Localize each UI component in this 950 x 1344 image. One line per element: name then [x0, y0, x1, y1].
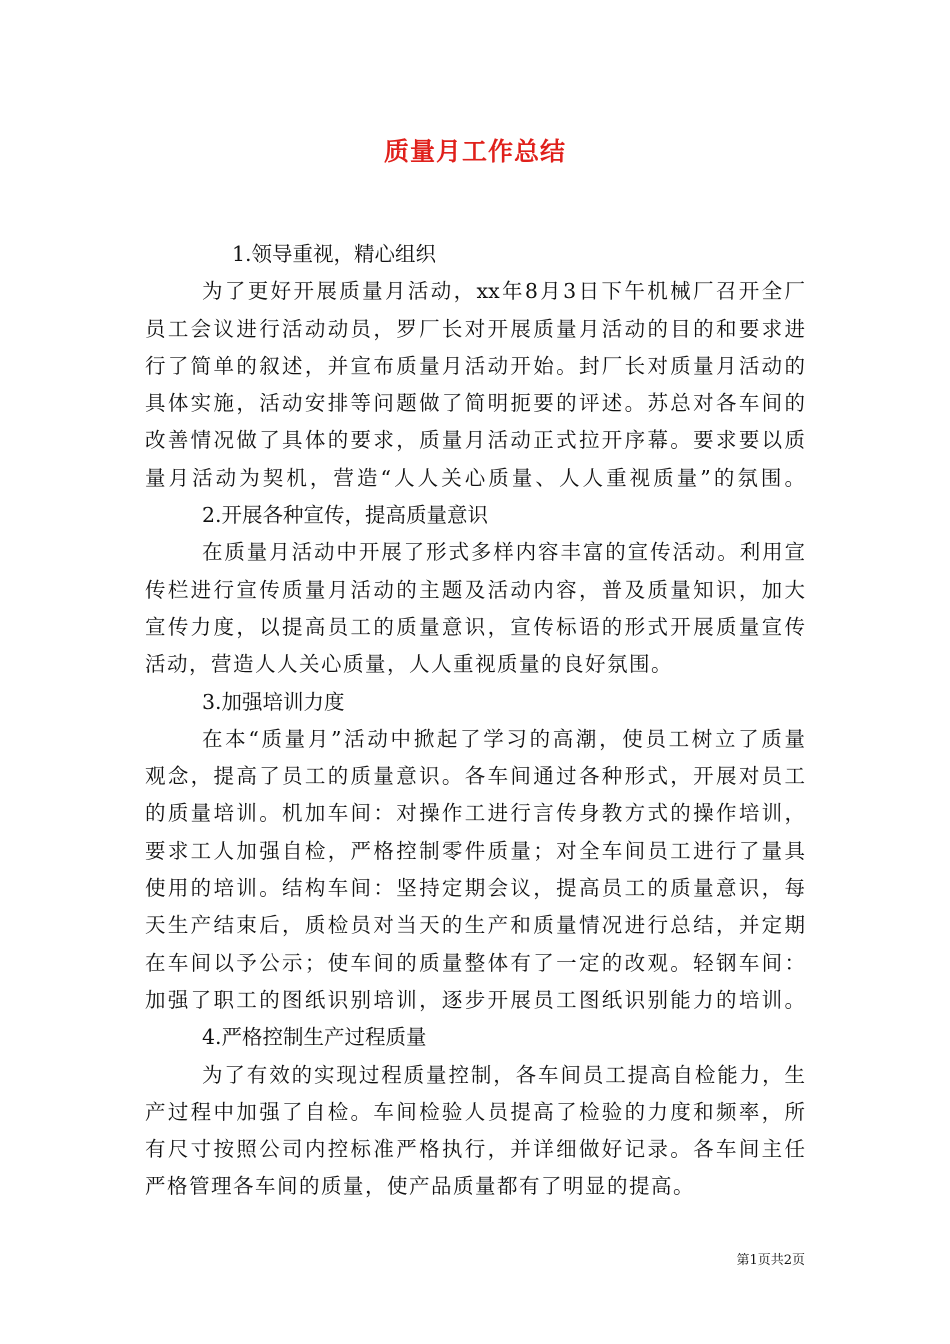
section-heading: 3.加强培训力度	[202, 689, 345, 714]
paragraph-line: 的质量培训。机加车间：对操作工进行言传身教方式的操作培训，	[145, 801, 805, 826]
paragraph-line: 在车间以予公示；使车间的质量整体有了一定的改观。轻钢车间：	[145, 950, 805, 975]
section-heading: 4.严格控制生产过程质量	[202, 1025, 427, 1050]
paragraph-line: 加强了职工的图纸识别培训，逐步开展员工图纸识别能力的培训。	[145, 987, 805, 1012]
page-number: 第1页共2页	[736, 1253, 805, 1268]
paragraph-line: 使用的培训。结构车间：坚持定期会议，提高员工的质量意识，每	[145, 876, 805, 901]
paragraph-line: 在本“质量月”活动中掀起了学习的高潮，使员工树立了质量	[202, 726, 805, 751]
paragraph-line: 有尺寸按照公司内控标准严格执行，并详细做好记录。各车间主任	[145, 1137, 805, 1162]
paragraph-line: 宣传力度，以提高员工的质量意识，宣传标语的形式开展质量宣传	[145, 614, 805, 639]
paragraph-line: 在质量月活动中开展了形式多样内容丰富的宣传活动。利用宣	[202, 540, 805, 565]
paragraph-line: 员工会议进行活动动员，罗厂长对开展质量月活动的目的和要求进	[145, 316, 805, 341]
paragraph-line: 天生产结束后，质检员对当天的生产和质量情况进行总结，并定期	[145, 913, 805, 938]
paragraph-line: 传栏进行宣传质量月活动的主题及活动内容，普及质量知识，加大	[145, 577, 805, 602]
section-heading: 1.领导重视，精心组织	[232, 242, 437, 266]
paragraph-line: 严格管理各车间的质量，使产品质量都有了明显的提高。	[145, 1174, 695, 1199]
document-body	[145, 236, 805, 1206]
paragraph-line: 量月活动为契机，营造“人人关心质量、人人重视质量”的氛围。	[145, 465, 805, 490]
paragraph-line: 具体实施，活动安排等问题做了简明扼要的评述。苏总对各车间的	[145, 391, 805, 416]
paragraph-line: 改善情况做了具体的要求，质量月活动正式拉开序幕。要求要以质	[145, 428, 805, 453]
document-title: 质量月工作总结	[383, 137, 566, 166]
paragraph-line: 行了简单的叙述，并宣布质量月活动开始。封厂长对质量月活动的	[145, 353, 805, 378]
paragraph-line: 产过程中加强了自检。车间检验人员提高了检验的力度和频率，所	[145, 1099, 805, 1124]
paragraph-line: 为了有效的实现过程质量控制，各车间员工提高自检能力，生	[202, 1062, 805, 1087]
paragraph-line: 观念，提高了员工的质量意识。各车间通过各种形式，开展对员工	[145, 764, 805, 789]
section-heading: 2.开展各种宣传，提高质量意识	[202, 503, 489, 528]
paragraph-line: 为了更好开展质量月活动，xx年8月3日下午机械厂召开全厂	[202, 279, 805, 304]
paragraph-line: 活动，营造人人关心质量，人人重视质量的良好氛围。	[145, 652, 673, 677]
paragraph-line: 要求工人加强自检，严格控制零件质量；对全车间员工进行了量具	[145, 838, 805, 863]
